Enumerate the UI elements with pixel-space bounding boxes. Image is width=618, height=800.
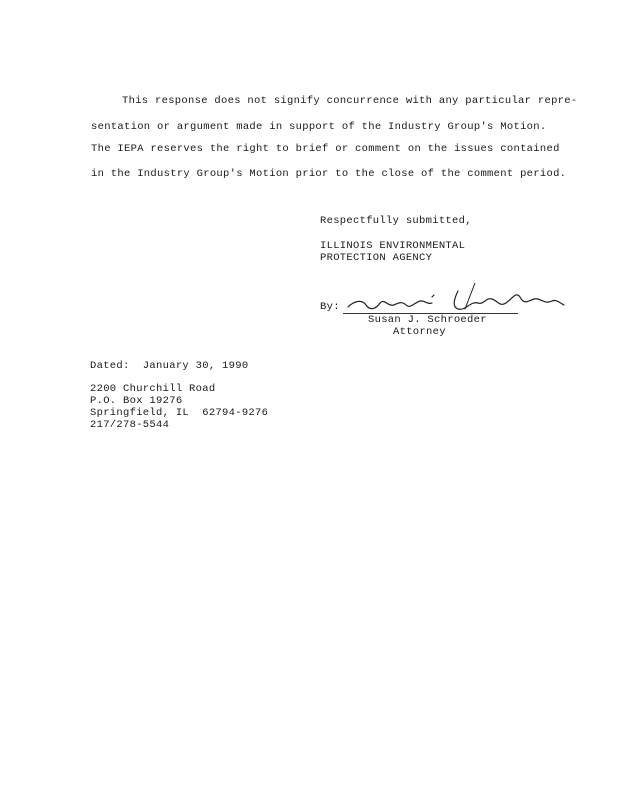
- by-label: By:: [320, 301, 340, 313]
- agency-name-line-2: PROTECTION AGENCY: [320, 252, 433, 264]
- phone-line: 217/278-5544: [90, 419, 170, 431]
- signer-name: Susan J. Schroeder: [368, 314, 487, 326]
- address-line-2: P.O. Box 19276: [90, 395, 183, 407]
- paragraph-line-2: sentation or argument made in support of the Industry Group's Motion.: [91, 121, 547, 133]
- address-line-1: 2200 Churchill Road: [90, 383, 216, 395]
- paragraph-line-3: The IEPA reserves the right to brief or comment on the issues contained: [91, 143, 560, 155]
- signer-title: Attorney: [393, 326, 446, 338]
- agency-name-line-1: ILLINOIS ENVIRONMENTAL: [320, 240, 466, 252]
- dated-line: Dated: January 30, 1990: [90, 360, 249, 372]
- paragraph-line-1: This response does not signify concurrence with any particular repre-: [122, 95, 578, 107]
- address-line-3: Springfield, IL 62794-9276: [90, 407, 269, 419]
- paragraph-line-4: in the Industry Group's Motion prior to the close of the comment period.: [91, 168, 567, 180]
- respectfully-submitted: Respectfully submitted,: [320, 215, 472, 227]
